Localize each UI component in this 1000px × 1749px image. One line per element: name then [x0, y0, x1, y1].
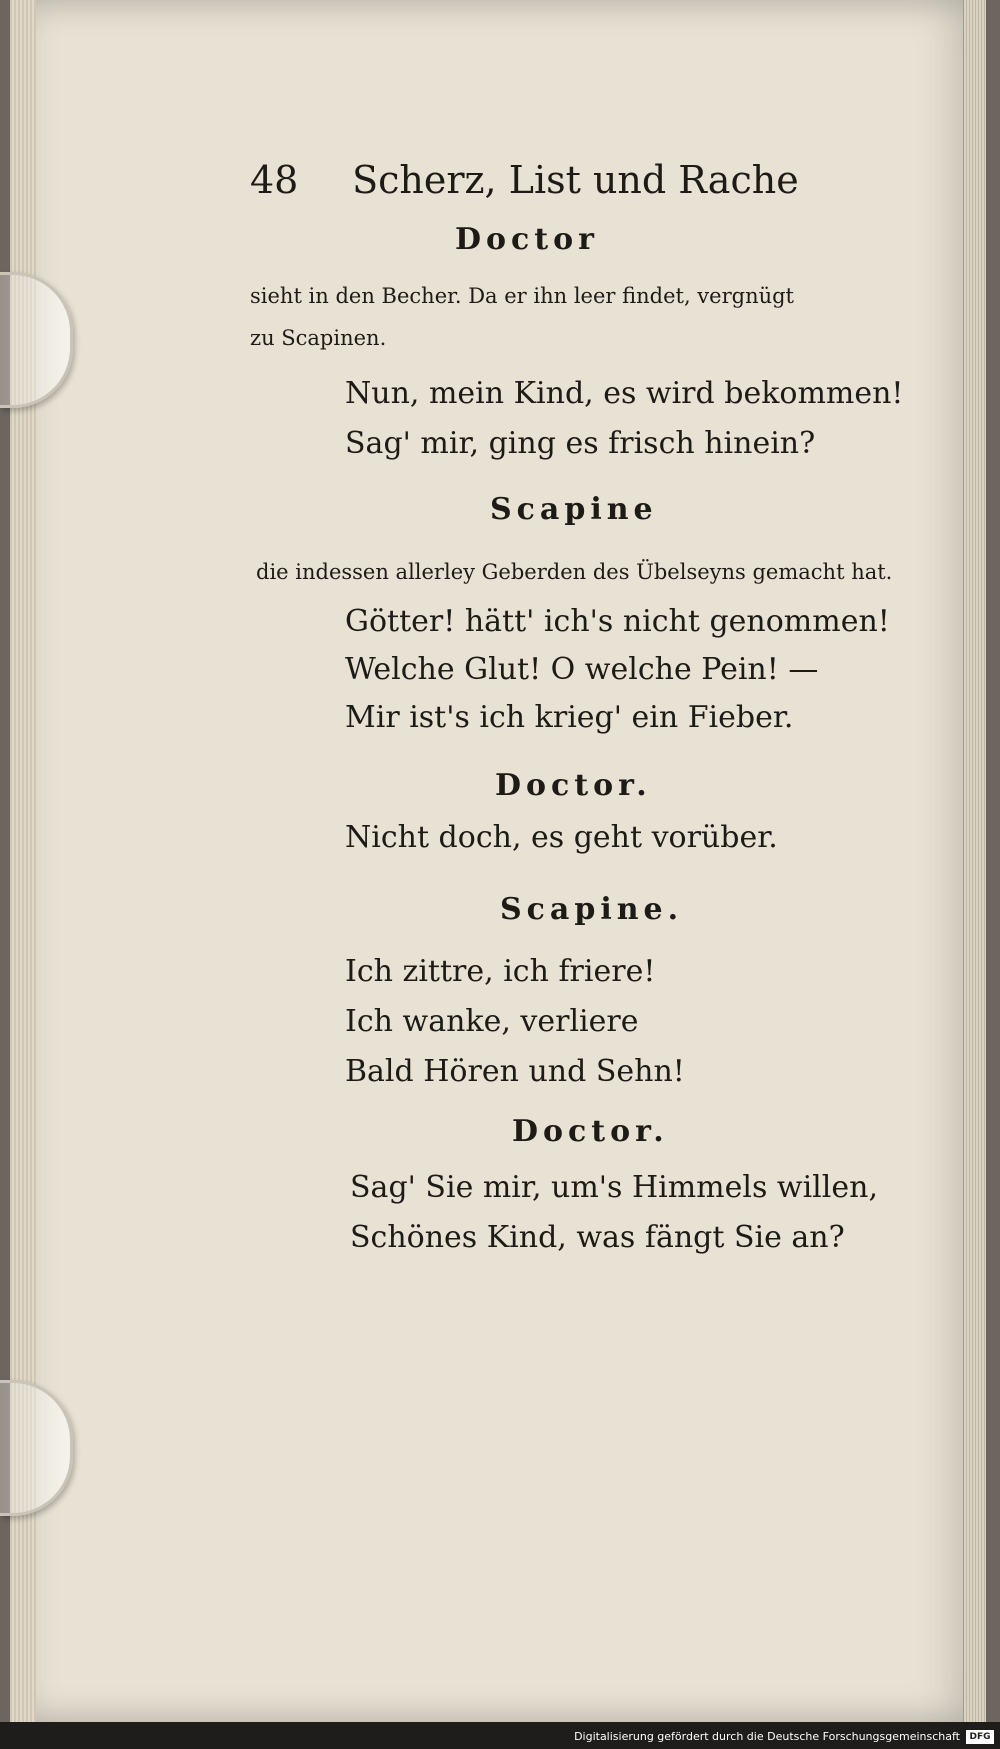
verse-line: Sag' mir, ging es frisch hinein?: [345, 426, 816, 461]
stage-direction: die indessen allerley Geberden des Übelseyns gemacht hat.: [256, 560, 893, 584]
running-header: [250, 158, 799, 202]
stage-direction: zu Scapinen.: [250, 326, 387, 350]
running-title: Scherz, List und Rache: [352, 158, 799, 202]
verse-line: Sag' Sie mir, um's Himmels willen,: [350, 1170, 878, 1205]
speaker-heading: Doctor.: [495, 768, 652, 803]
verse-line: Nun, mein Kind, es wird bekommen!: [345, 376, 904, 411]
verse-line: Götter! hätt' ich's nicht genommen!: [345, 604, 890, 639]
verse-line: Ich wanke, verliere: [345, 1004, 639, 1039]
footer-credit: Digitalisierung gefördert durch die Deutsche Forschungsgemeinschaft: [574, 1730, 960, 1743]
page-number: 48: [250, 158, 299, 202]
speaker-heading: Scapine.: [500, 892, 684, 927]
verse-line: Bald Hören und Sehn!: [345, 1054, 685, 1089]
dfg-logo: DFG: [966, 1730, 994, 1744]
verse-line: Welche Glut! O welche Pein! —: [345, 652, 819, 687]
verse-line: Mir ist's ich krieg' ein Fieber.: [345, 700, 794, 735]
verse-line: Schönes Kind, was fängt Sie an?: [350, 1220, 845, 1255]
speaker-heading: Scapine: [490, 492, 658, 527]
digitization-footer: [0, 1722, 1000, 1749]
speaker-heading: Doctor.: [512, 1114, 669, 1149]
stage-direction: sieht in den Becher. Da er ihn leer findet, vergnügt: [250, 284, 795, 308]
verse-line: Ich zittre, ich friere!: [345, 954, 656, 989]
speaker-heading: Doctor: [455, 222, 599, 257]
verse-line: Nicht doch, es geht vorüber.: [345, 820, 778, 855]
